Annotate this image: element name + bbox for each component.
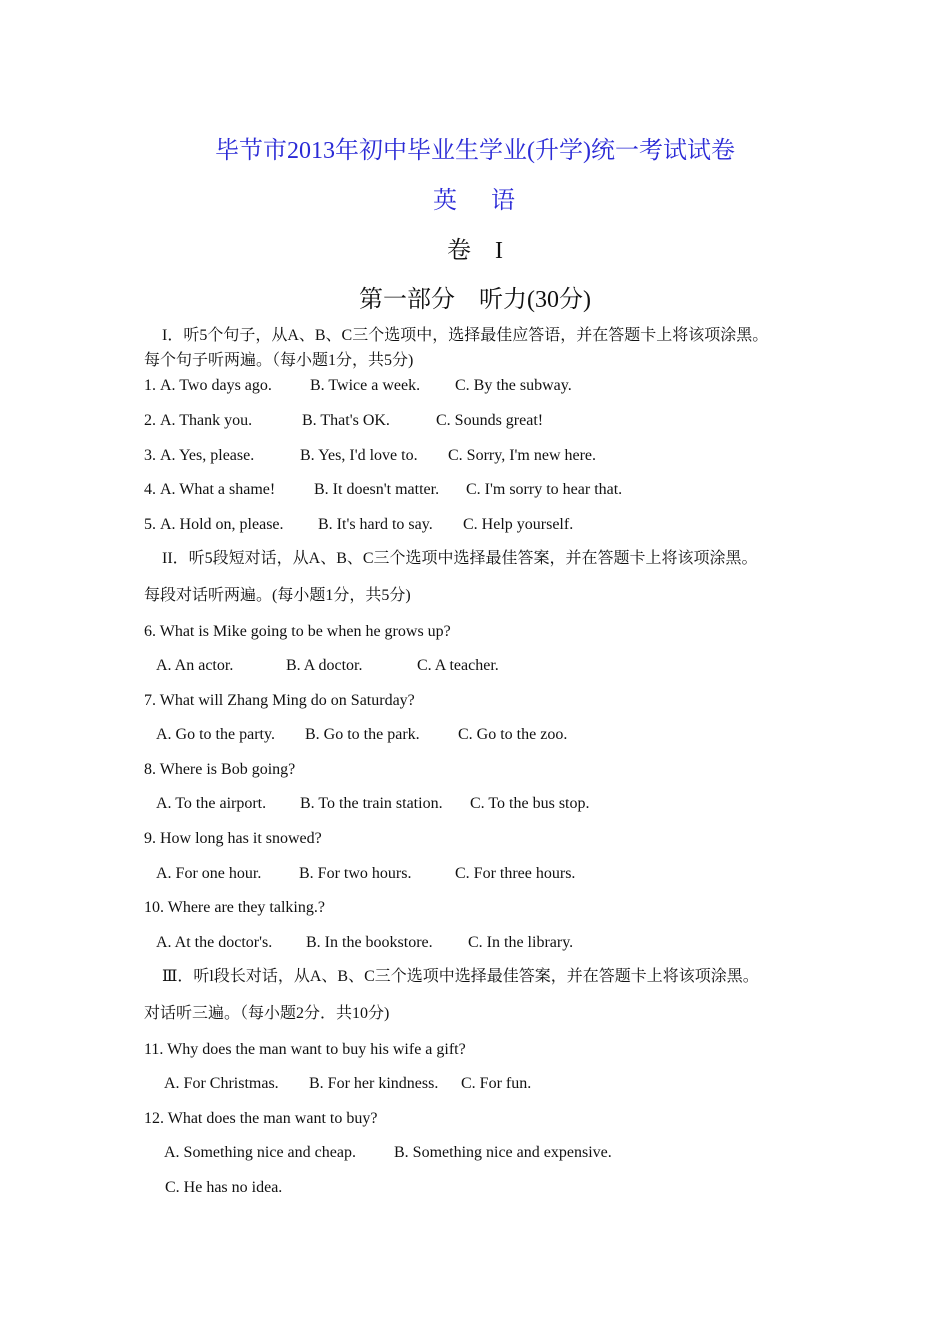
option-a: A. For Christmas. — [164, 1075, 279, 1092]
question-stem: 10. Where are they talking.? — [144, 899, 325, 916]
question-number: 2. — [144, 412, 156, 429]
option-c: C. Sounds great! — [436, 412, 544, 429]
option-b: B. That's OK. — [302, 412, 390, 429]
question-stem: 6. What is Mike going to be when he grows up? — [144, 623, 451, 640]
section-1-instruction-cont: 每个句子听两遍。（每小题1分，共5分) — [144, 352, 414, 369]
option-a: A. Yes, please. — [160, 447, 255, 464]
question-stem: 12. What does the man want to buy? — [144, 1110, 378, 1127]
question-stem: 9. How long has it snowed? — [144, 830, 322, 847]
option-a: A. For one hour. — [156, 865, 262, 882]
option-c: C. For fun. — [461, 1075, 532, 1092]
question-number: 4. — [144, 481, 156, 498]
question-stem: 7. What will Zhang Ming do on Saturday? — [144, 692, 415, 709]
subject-heading: 英 语 — [433, 188, 517, 214]
option-c: C. Go to the zoo. — [458, 726, 568, 743]
option-a: A. At the doctor's. — [156, 934, 273, 951]
option-c: C. Sorry, I'm new here. — [448, 447, 597, 464]
question-stem: 8. Where is Bob going? — [144, 761, 296, 778]
option-b: B. Something nice and expensive. — [394, 1144, 612, 1161]
option-b: B. A doctor. — [286, 657, 363, 674]
option-b: B. It doesn't matter. — [314, 481, 440, 498]
option-c: C. In the library. — [468, 934, 574, 951]
option-b: B. For two hours. — [299, 865, 412, 882]
question-number: 5. — [144, 516, 156, 533]
section-3-instruction-cont: 对话听三遍。（每小题2分．共10分) — [144, 1005, 390, 1022]
option-b: B. Go to the park. — [305, 726, 420, 743]
option-a: A. To the airport. — [156, 795, 267, 812]
question-number: 3. — [144, 447, 156, 464]
section-1-instruction: I．听5个句子，从A、B、C三个选项中，选择最佳应答语，并在答题卡上将该项涂黑。 — [162, 327, 769, 344]
volume-heading: 卷 I — [447, 238, 503, 264]
exam-title: 毕节市2013年初中毕业生学业(升学)统一考试试卷 — [215, 138, 735, 164]
option-b: B. It's hard to say. — [318, 516, 433, 533]
option-a: A. What a shame! — [160, 481, 276, 498]
section-2-instruction: II．听5段短对话，从A、B、C三个选项中选择最佳答案，并在答题卡上将该项涂黑。 — [162, 550, 758, 567]
section-2-instruction-cont: 每段对话听两遍。(每小题1分，共5分) — [144, 587, 411, 604]
option-b: B. Twice a week. — [310, 377, 421, 394]
option-b: B. For her kindness. — [309, 1075, 439, 1092]
option-a: A. Thank you. — [160, 412, 253, 429]
option-c: C. Help yourself. — [463, 516, 574, 533]
option-c: C. For three hours. — [455, 865, 576, 882]
part-heading: 第一部分 听力(30分) — [359, 287, 591, 313]
option-a: A. Two days ago. — [160, 377, 272, 394]
question-stem: 11. Why does the man want to buy his wife a gift? — [144, 1041, 466, 1058]
option-a: A. Something nice and cheap. — [164, 1144, 356, 1161]
option-b: B. Yes, I'd love to. — [300, 447, 418, 464]
option-a: A. An actor. — [156, 657, 234, 674]
option-a: A. Hold on, please. — [160, 516, 284, 533]
option-c: C. He has no idea. — [165, 1179, 283, 1196]
option-c: C. A teacher. — [417, 657, 499, 674]
option-c: C. To the bus stop. — [470, 795, 590, 812]
option-b: B. In the bookstore. — [306, 934, 433, 951]
option-a: A. Go to the party. — [156, 726, 275, 743]
option-c: C. I'm sorry to hear that. — [466, 481, 623, 498]
option-c: C. By the subway. — [455, 377, 572, 394]
option-b: B. To the train station. — [300, 795, 443, 812]
question-number: 1. — [144, 377, 156, 394]
section-3-instruction: Ⅲ．听l段长对话，从A、B、C三个选项中选择最佳答案，并在答题卡上将该项涂黑。 — [162, 968, 759, 985]
